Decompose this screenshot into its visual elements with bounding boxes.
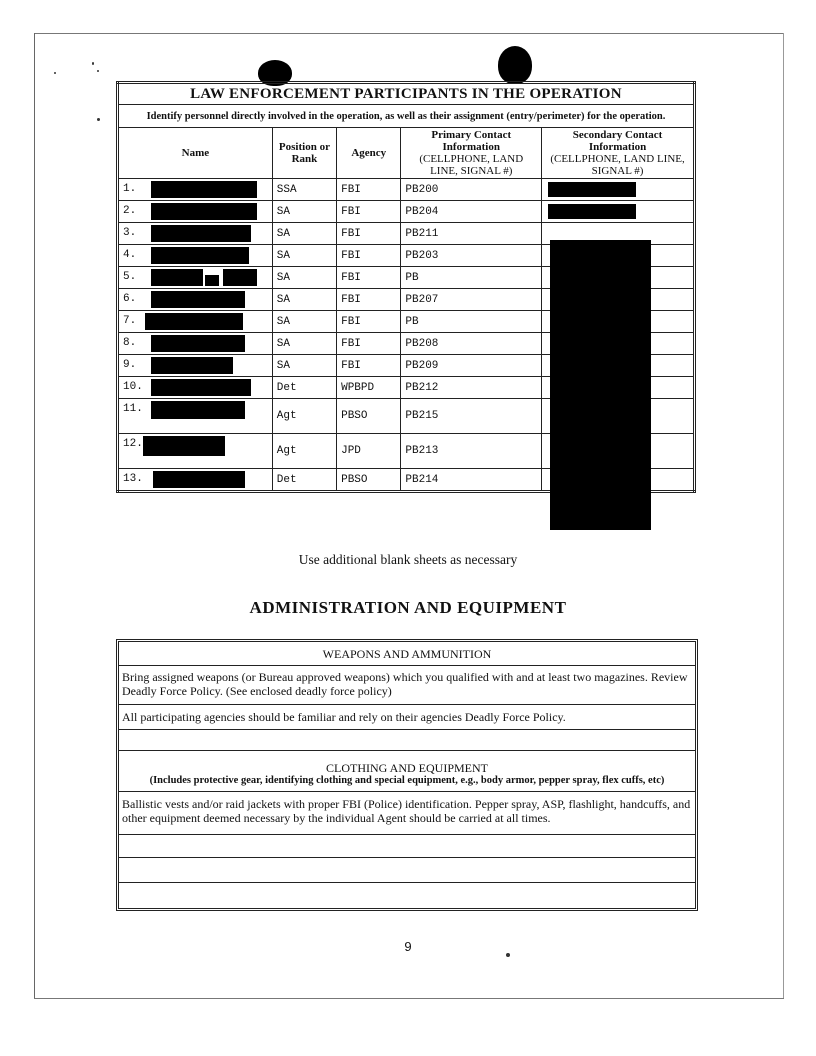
primary-contact-cell: PB [401,311,542,333]
row-number: 5. [123,271,137,283]
blank-row [119,835,695,858]
name-cell [118,223,273,245]
redaction-bar [151,269,203,286]
redaction-blob [498,46,532,84]
agency-cell: JPD [337,434,401,469]
scan-border-left [34,33,35,998]
weapons-text-row [119,705,695,730]
secondary-contact-cell [542,201,695,223]
name-cell [118,245,273,267]
header-primary-main: Primary Contact Information [431,129,512,153]
header-position: Position or Rank [272,128,336,179]
clothing-text: Ballistic vests and/or raid jackets with proper FBI (Police) identification. Pepper spray, ASP, flashlight, handcuffs, and other equipment deemed necessary by the individual Agent should be carried at all times. [122,797,691,825]
row-number: 12. [123,438,143,450]
row-number: 9. [123,359,137,371]
position-cell: Det [272,377,336,399]
name-cell [118,179,273,201]
primary-contact-cell: PB [401,267,542,289]
scan-speck [97,118,100,121]
name-cell [118,434,273,469]
section-title: ADMINISTRATION AND EQUIPMENT [249,598,567,617]
position-cell: Agt [272,434,336,469]
redaction-bar [548,204,636,219]
row-number: 13. [123,473,143,485]
agency-cell: FBI [337,289,401,311]
participants-table-instruction: Identify personnel directly involved in the operation, as well as their assignment (entry/perimeter) for the operation. [118,105,695,128]
primary-contact-cell: PB215 [401,399,542,434]
row-number: 11. [123,403,143,415]
primary-contact-cell: PB212 [401,377,542,399]
clothing-text-row [119,792,695,835]
redaction-bar [151,181,257,198]
name-cell [118,355,273,377]
position-cell: SA [272,223,336,245]
position-cell: SSA [272,179,336,201]
position-cell: SA [272,355,336,377]
participants-table-title: LAW ENFORCEMENT PARTICIPANTS IN THE OPERATION [118,83,695,105]
redaction-bar [153,471,245,488]
scan-speck [54,72,56,74]
redaction-bar [151,379,251,396]
scan-border-right [783,33,784,998]
primary-contact-cell: PB200 [401,179,542,201]
primary-contact-cell: PB204 [401,201,542,223]
redaction-bar [145,313,243,330]
scan-border-bottom [34,998,784,999]
secondary-contact-cell [542,179,695,201]
redaction-bar [151,401,245,419]
agency-cell: FBI [337,223,401,245]
name-cell [118,377,273,399]
agency-cell: PBSO [337,469,401,492]
blank-row [119,858,695,883]
weapons-header: WEAPONS AND AMMUNITION [322,647,492,661]
header-secondary-sub: (CELLPHONE, LAND LINE, SIGNAL #) [550,153,685,177]
position-cell: SA [272,245,336,267]
name-cell [118,399,273,434]
name-cell [118,311,273,333]
agency-cell: WPBPD [337,377,401,399]
table-row [118,179,695,201]
redaction-bar [151,225,251,242]
blank-row [119,730,695,751]
redaction-bar [548,182,636,197]
weapons-header-row [119,642,695,666]
position-cell: SA [272,267,336,289]
primary-contact-cell: PB203 [401,245,542,267]
position-cell: SA [272,311,336,333]
agency-cell: PBSO [337,399,401,434]
clothing-header-row [119,751,695,792]
scan-speck [92,62,94,65]
primary-contact-cell: PB214 [401,469,542,492]
name-cell [118,201,273,223]
administration-equipment-box [116,639,698,911]
position-cell: Det [272,469,336,492]
redaction-bar [550,240,651,530]
name-cell [118,469,273,492]
redaction-bar [151,247,249,264]
name-cell [118,333,273,355]
agency-cell: FBI [337,355,401,377]
header-agency: Agency [337,128,401,179]
row-number: 2. [123,205,137,217]
row-number: 4. [123,249,137,261]
table-row [118,201,695,223]
header-primary-sub: (CELLPHONE, LAND LINE, SIGNAL #) [419,153,524,177]
redaction-bar [151,203,257,220]
redaction-bar [151,335,245,352]
weapons-text-1: Bring assigned weapons (or Bureau approved weapons) which you qualified with and at least two magazines. Review Deadly Force Policy. (See enclosed deadly force policy) [122,670,688,698]
header-secondary-main: Secondary Contact Information [572,129,663,153]
position-cell: SA [272,289,336,311]
primary-contact-cell: PB209 [401,355,542,377]
row-number: 1. [123,183,137,195]
name-cell [118,267,273,289]
agency-cell: FBI [337,267,401,289]
header-name: Name [118,128,273,179]
position-cell: SA [272,333,336,355]
primary-contact-cell: PB211 [401,223,542,245]
scan-speck [97,70,99,72]
clothing-header: CLOTHING AND EQUIPMENT [326,761,488,775]
redaction-bar [143,436,225,456]
agency-cell: FBI [337,333,401,355]
redaction-bar [205,275,219,286]
agency-cell: FBI [337,179,401,201]
scan-border-top [34,33,784,34]
weapons-text-2: All participating agencies should be familiar and rely on their agencies Deadly Force Policy. [122,710,566,724]
redaction-bar [151,291,245,308]
primary-contact-cell: PB208 [401,333,542,355]
row-number: 6. [123,293,137,305]
agency-cell: FBI [337,201,401,223]
row-number: 3. [123,227,137,239]
redaction-bar [151,357,233,374]
agency-cell: FBI [337,245,401,267]
name-cell [118,289,273,311]
weapons-text-row [119,666,695,705]
agency-cell: FBI [337,311,401,333]
redaction-bar [223,269,257,286]
row-number: 8. [123,337,137,349]
page-number: 9 [404,939,412,954]
primary-contact-cell: PB207 [401,289,542,311]
row-number: 10. [123,381,143,393]
primary-contact-cell: PB213 [401,434,542,469]
position-cell: Agt [272,399,336,434]
position-cell: SA [272,201,336,223]
clothing-subheader: (Includes protective gear, identifying clothing and special equipment, e.g., body armor, pepper spray, flex cuffs, etc) [149,775,665,786]
header-primary-contact [401,128,542,179]
row-number: 7. [123,315,137,327]
blank-sheets-note: Use additional blank sheets as necessary [298,552,518,567]
header-secondary-contact [542,128,695,179]
